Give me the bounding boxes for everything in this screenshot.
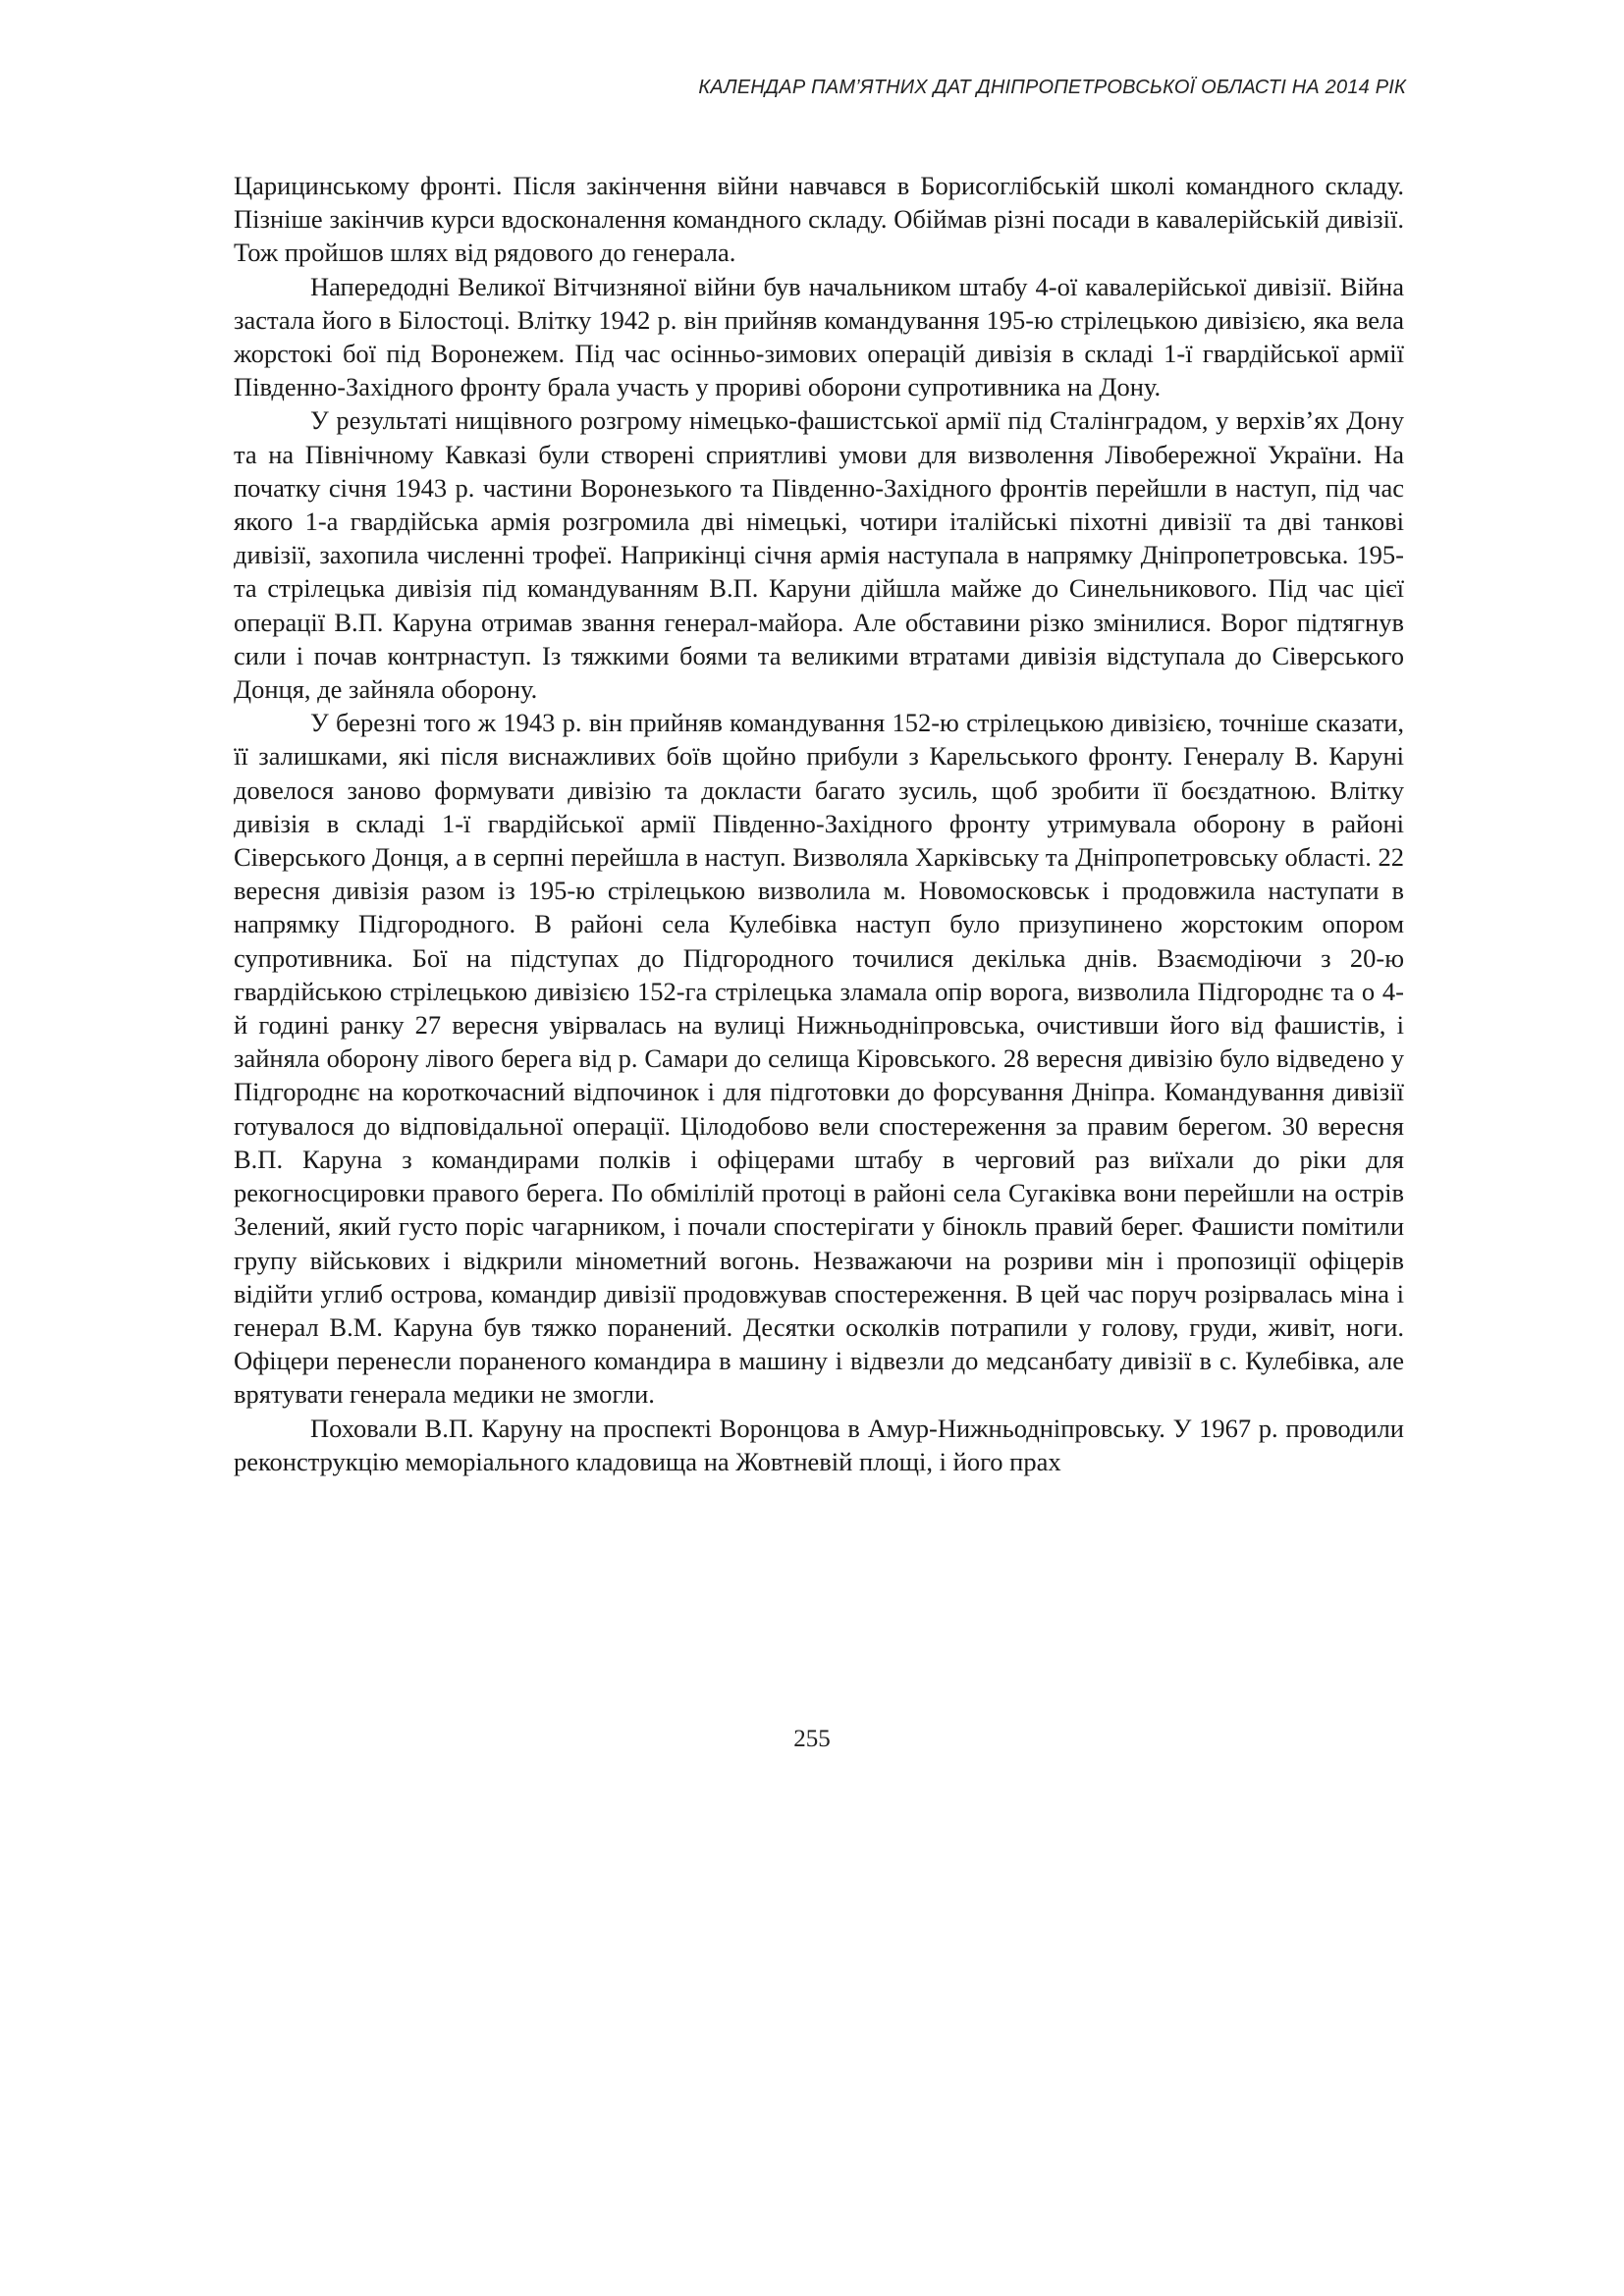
body-text xyxy=(234,169,1404,1478)
page-number: 255 xyxy=(793,1726,831,1752)
running-header: КАЛЕНДАР ПАМ’ЯТНИХ ДАТ ДНІПРОПЕТРОВСЬКОЇ ОБЛАСТІ НА 2014 РІК xyxy=(698,77,1406,98)
paragraph: Напередодні Великої Вітчизняної війни був начальником штабу 4-ої кавалерійської дивізії. Війна застала його в Білостоці. Влітку 1942 р. він прийняв командування 195-ю стрілецькою дивізією, яка вела жорстокі бої під Воронежем. Під час осінньо-зимових операцій дивізія в складі 1-ї гвардійської армії Південно-Західного фронту брала участь у прориві оборони супротивника на Дону. xyxy=(234,271,1404,402)
paragraph: У результаті нищівного розгрому німецько-фашистської армії під Сталінградом, у верхів’ях Дону та на Північному Кавказі були створені сприятливі умови для визволення Лівобережної України. На початку січня 1943 р. частини Воронезького та Південно-Західного фронтів перейшли в наступ, під час якого 1-а гвардійська армія розгромила дві німецькі, чотири італійські піхотні дивізії та дві танкові дивізії, захопила численні трофеї. Наприкінці січня армія наступала в напрямку Дніпропетровська. 195-та стрілецька дивізія під командуванням В.П. Каруни дійшла майже до Синельникового. Під час цієї операції В.П. Каруна отримав звання генерал-майора. Але обставини різко змінилися. Ворог підтягнув сили і почав контрнаступ. Із тяжкими боями та великими втратами дивізія відступала до Сіверського Донця, де зайняла оборону. xyxy=(234,405,1404,705)
paragraph: У березні того ж 1943 р. він прийняв командування 152-ю стрілецькою дивізією, точніше сказати, її залишками, які після виснажливих боїв щойно прибули з Карельського фронту. Генералу В. Каруні довелося заново формувати дивізію та докласти багато зусиль, щоб зробити її боєздатною. Влітку дивізія в складі 1-ї гвардійської армії Південно-Західного фронту утримувала оборону в районі Сіверського Донця, а в серпні перейшла в наступ. Визволяла Харківську та Дніпропетровську області. 22 вересня дивізія разом із 195-ю стрілецькою визволила м. Новомосковськ і продовжила наступати в напрямку Підгородного. В районі села Кулебівка наступ було призупинено жорстоким опором супротивника. Бої на підступах до Підгородного точилися декілька днів. Взаємодіючи з 20-ю гвардійською стрілецькою дивізією 152-га стрілецька зламала опір ворога, визволила Підгороднє та о 4-й годині ранку 27 вересня увірвалась на вулиці Нижньодніпровська, очистивши його від фашистів, і зайняла оборону лівого берега від р. Самари до селища Кіровського. 28 вересня дивізію було відведено у Підгороднє на короткочасний відпочинок і для підготовки до форсування Дніпра. Командування дивізії готувалося до відповідальної операції. Цілодобово вели спостереження за правим берегом. 30 вересня В.П. Каруна з командирами полків і офіцерами штабу в черговий раз виїхали до ріки для рекогносцировки правого берега. По обмілілій протоці в районі села Сугаківка вони перейшли на острів Зелений, який густо поріс чагарником, і почали спостерігати у бінокль правий берег. Фашисти помітили групу військових і відкрили мінометний вогонь. Незважаючи на розриви мін і пропозиції офіцерів відійти углиб острова, командир дивізії продовжував спостереження. В цей час поруч розірвалась міна і генерал В.М. Каруна був тяжко поранений. Десятки осколків потрапили у голову, груди, живіт, ноги. Офіцери перенесли пораненого командира в машину і відвезли до медсанбату дивізії в с. Кулебівка, але врятувати генерала медики не змогли. xyxy=(234,708,1404,1410)
paragraph: Поховали В.П. Каруну на проспекті Воронцова в Амур-Нижньодніпровську. У 1967 р. проводили реконструкцію меморіального кладовища на Жовтневій площі, і його прах xyxy=(234,1413,1404,1476)
paragraph-continuation: Царицинському фронті. Після закінчення війни навчався в Борисоглібській школі командного складу. Пізніше закінчив курси вдосконалення командного складу. Обіймав різні посади в кавалерійській дивізії. Тож пройшов шлях від рядового до генерала. xyxy=(234,171,1404,268)
